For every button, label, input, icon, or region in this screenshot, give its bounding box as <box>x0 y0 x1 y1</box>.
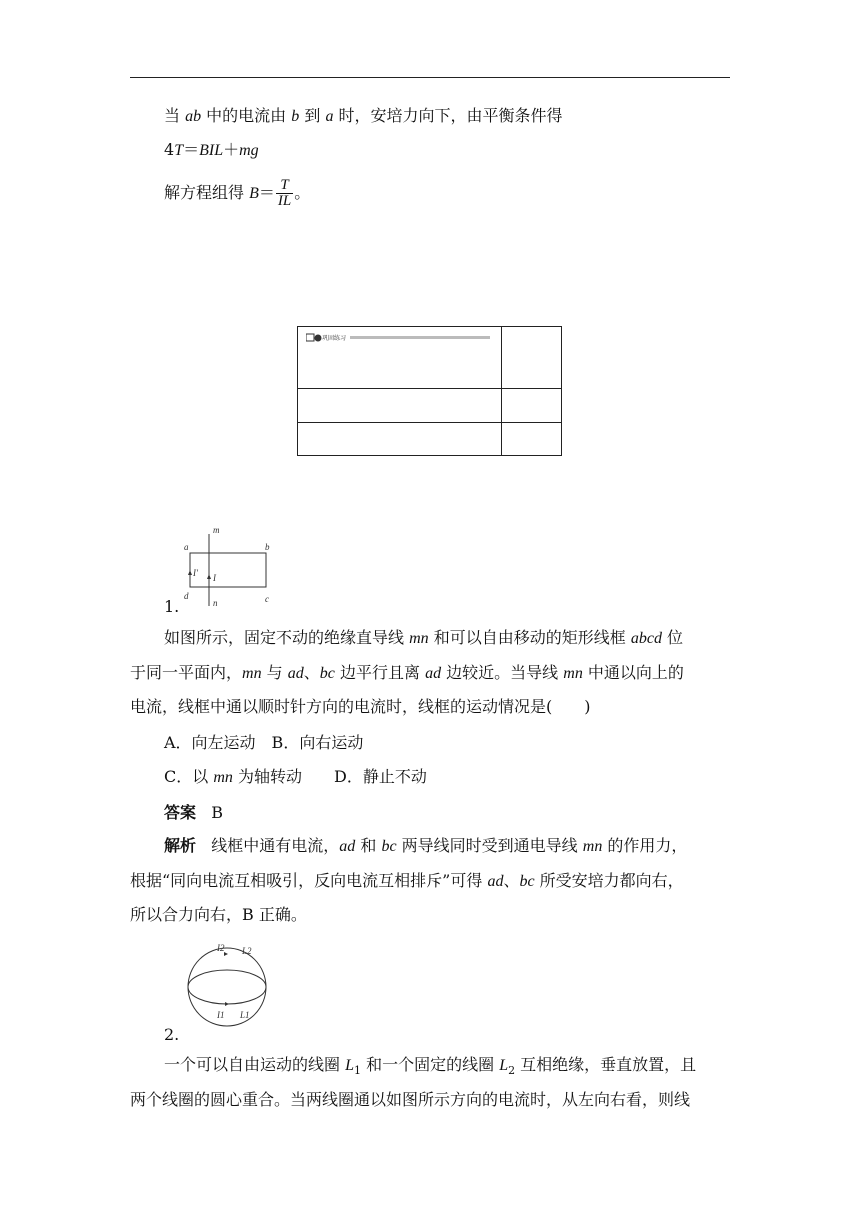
equation-balance: 4T＝BIL＋mg <box>164 140 259 159</box>
solution-result: 解方程组得 B＝ $\frac{T}{IL}$ 。 <box>164 177 311 209</box>
svg-text:I2: I2 <box>217 943 225 953</box>
question-2-line-2: 两个线圈的圆心重合。当两线圈通以如图所示方向的电流时，从左向右看，则线 <box>130 1090 691 1109</box>
practice-icon <box>306 333 322 342</box>
header-rule <box>130 77 730 78</box>
svg-text:c: c <box>265 594 269 604</box>
figure-two-coils <box>180 938 275 1030</box>
question-2-number: 2. <box>164 1025 180 1044</box>
question-1-analysis-line-1: 解析 线框中通有电流，ad 和 bc 两导线同时受到通电导线 mn 的作用力， <box>164 836 688 855</box>
svg-text:d: d <box>184 591 189 601</box>
svg-text:m: m <box>213 525 220 535</box>
practice-table <box>297 326 562 456</box>
question-1-answer: 答案 B <box>164 803 224 822</box>
question-1-line-3: 电流，线框中通以顺时针方向的电流时，线框的运动情况是( ) <box>130 697 591 716</box>
question-2-line-1: 一个可以自由运动的线圈 $L_1$ 和一个固定的线圈 $L_2$ 互相绝缘，垂直放置，且 <box>164 1055 697 1078</box>
practice-header: 巩固练习 <box>306 333 490 342</box>
svg-text:b: b <box>265 542 270 552</box>
svg-text:L1: L1 <box>240 1010 250 1020</box>
fraction-t-over-il: $\frac{T}{IL}$ <box>277 177 292 209</box>
svg-text:I′: I′ <box>193 568 198 578</box>
svg-text:I: I <box>213 573 216 583</box>
question-1-line-1: 如图所示，固定不动的绝缘直导线 mn 和可以自由移动的矩形线框 abcd 位 <box>164 628 684 647</box>
solution-line-1: 当 ab 中的电流由 b 到 a 时，安培力向下，由平衡条件得 <box>164 106 563 125</box>
question-1-line-2: 于同一平面内，mn 与 ad、bc 边平行且离 ad 边较近。当导线 mn 中通以向上的 <box>130 663 684 682</box>
question-1-analysis-line-2: 根据“同向电流互相吸引，反向电流互相排斥”可得 ad、bc 所受安培力都向右， <box>130 871 684 890</box>
question-1-options-ab: A．向左运动 B．向右运动 <box>164 733 364 752</box>
figure-rectangular-frame <box>180 524 280 612</box>
svg-text:a: a <box>184 542 189 552</box>
svg-text:I1: I1 <box>217 1010 225 1020</box>
question-1-number: 1. <box>164 597 180 616</box>
question-1-analysis-line-3: 所以合力向右，B 正确。 <box>130 905 307 924</box>
svg-text:n: n <box>213 598 218 608</box>
question-1-options-cd: C．以 mn 为轴转动 D．静止不动 <box>164 767 427 786</box>
svg-text:L2: L2 <box>242 946 252 956</box>
